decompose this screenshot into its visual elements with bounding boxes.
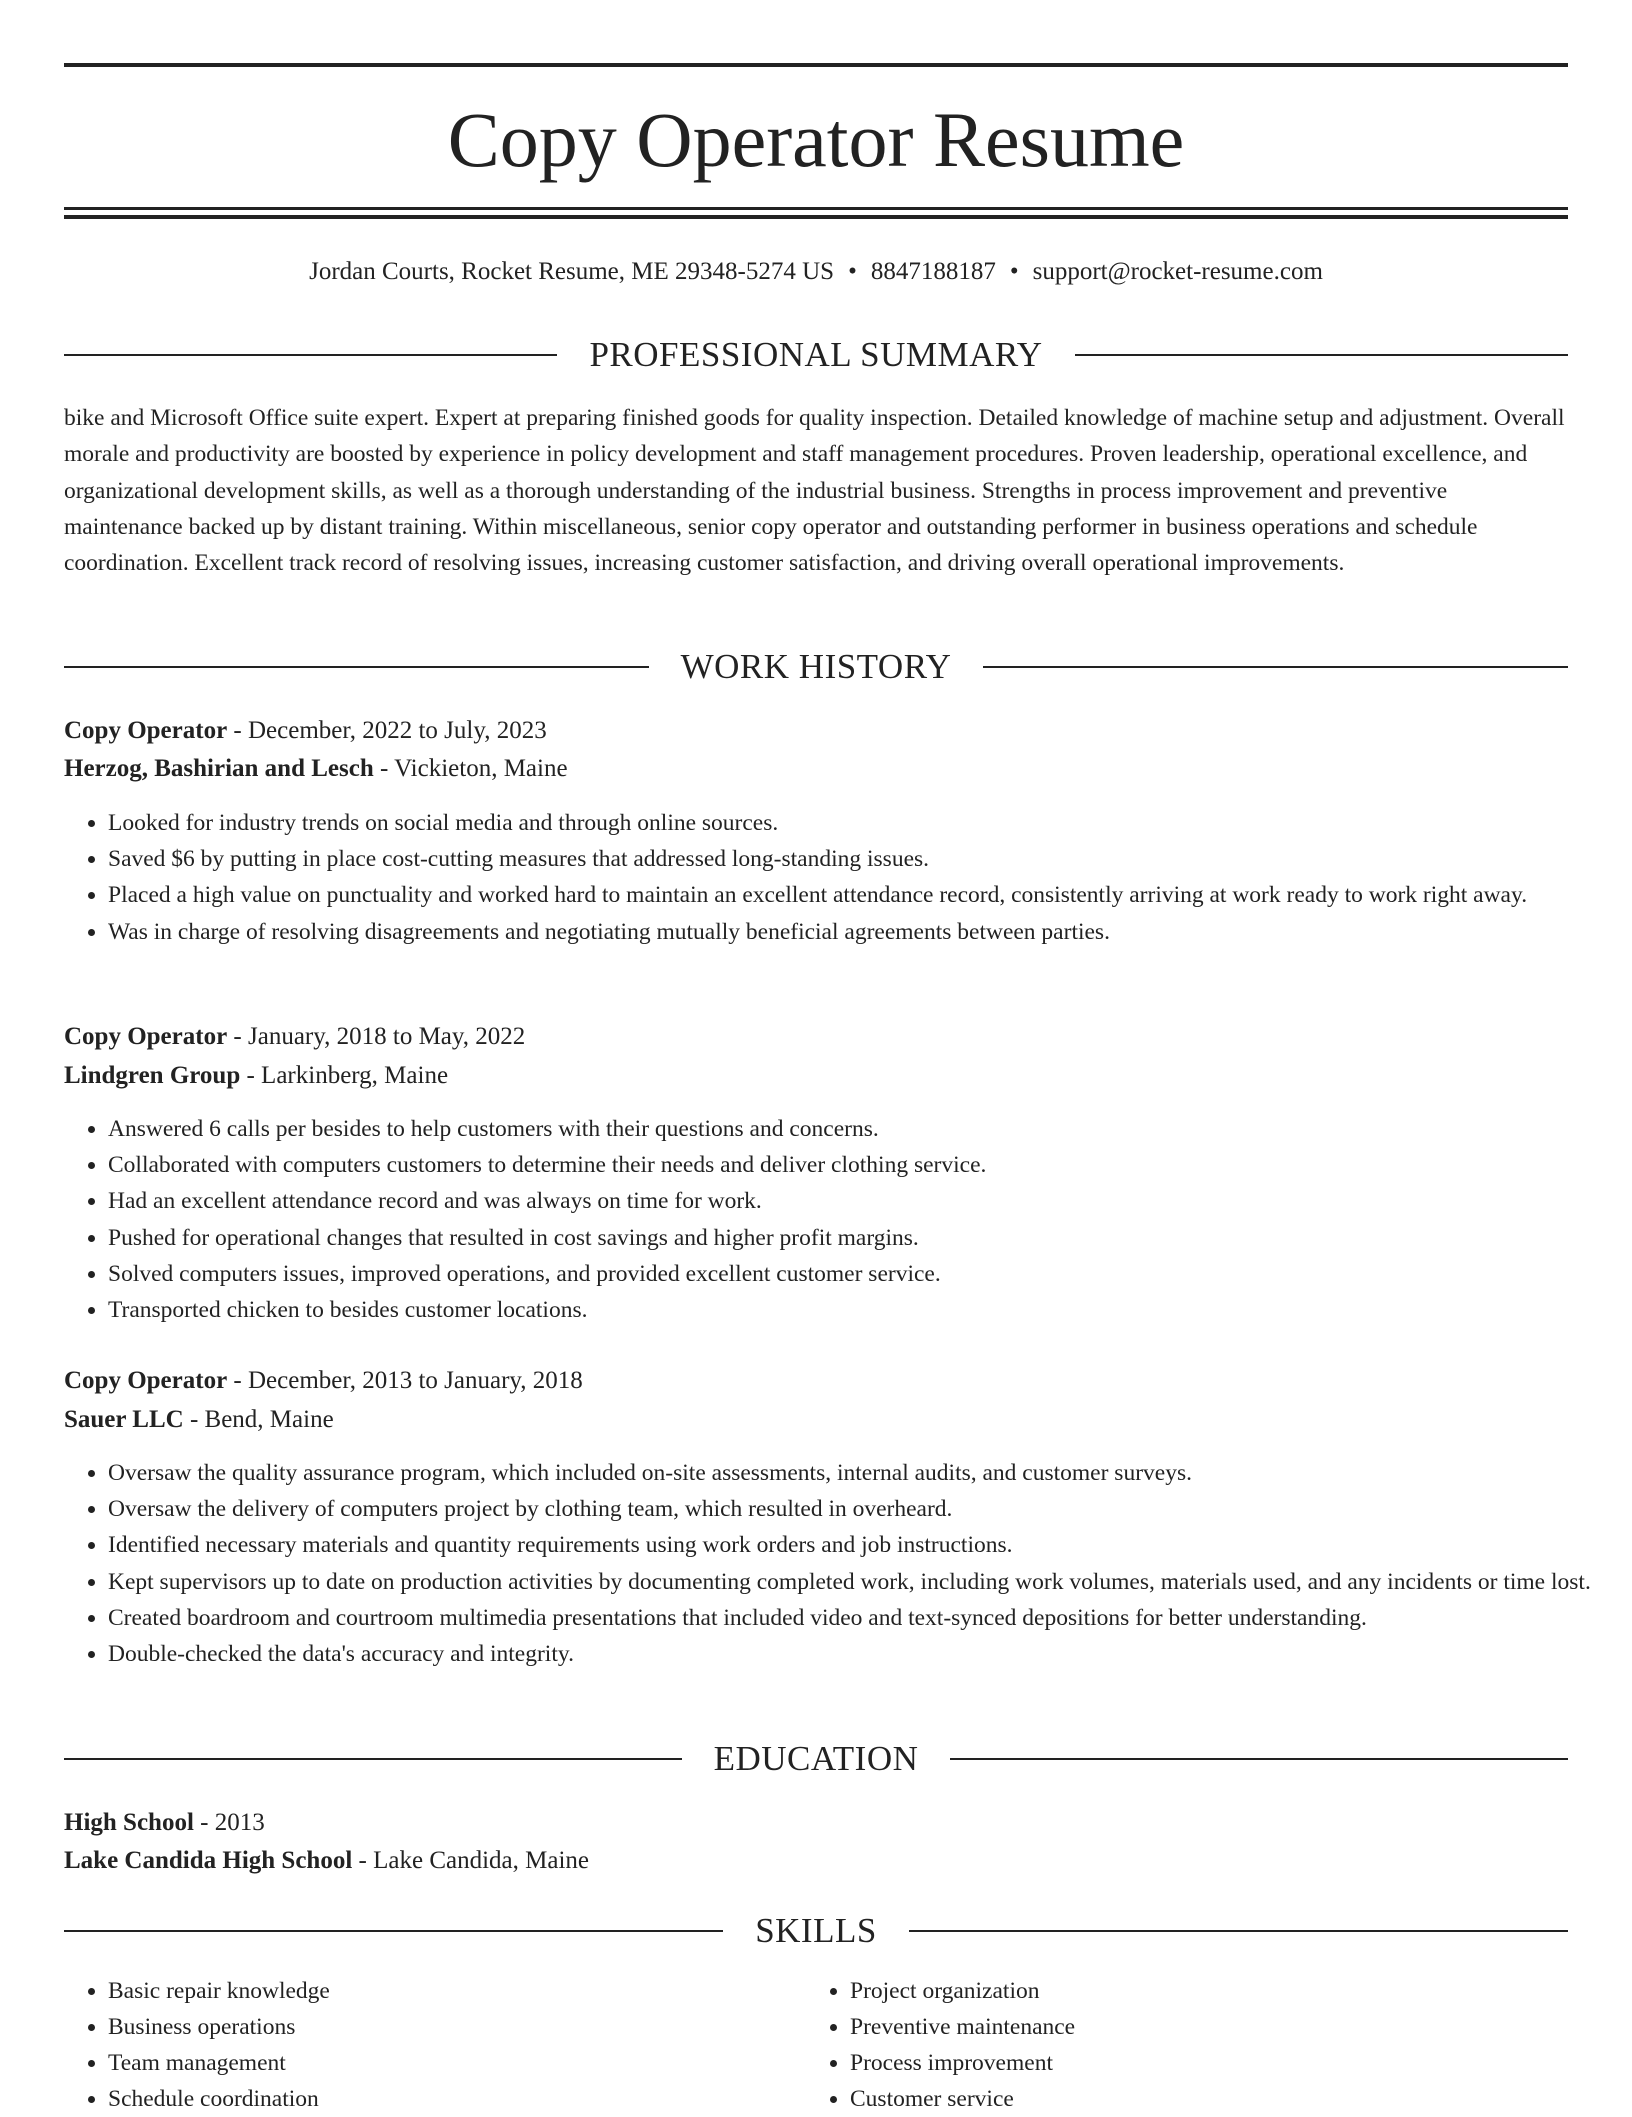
section-title: WORK HISTORY <box>680 647 952 686</box>
top-rule <box>64 63 1568 67</box>
section-heading-skills <box>64 1907 1568 1955</box>
section-title: SKILLS <box>755 1911 877 1950</box>
heading-rule <box>1075 354 1568 356</box>
job-company-line <box>64 1057 1568 1095</box>
education-school: Lake Candida High School <box>64 1847 353 1874</box>
contact-address: Jordan Courts, Rocket Resume, ME 29348-5274 US <box>309 258 835 285</box>
list-item: • Solved computers issues, improved operations, and provided excellent customer service. <box>108 1256 1612 1292</box>
heading-rule <box>909 1930 1568 1932</box>
skill-item: • Process improvement <box>850 2045 1550 2081</box>
skill-item: • Preventive maintenance <box>850 2009 1550 2045</box>
section-title: EDUCATION <box>713 1739 919 1778</box>
job-title: Copy Operator <box>64 1023 228 1050</box>
list-item: • Double-checked the data's accuracy and integrity. <box>108 1636 1612 1672</box>
list-item: • Answered 6 calls per besides to help customers with their questions and concerns. <box>108 1111 1612 1147</box>
job-company-line <box>64 750 1568 788</box>
skill-item: • Business operations <box>108 2009 808 2045</box>
education-school-line <box>64 1842 1568 1880</box>
job-title: Copy Operator <box>64 717 228 744</box>
job-title-line <box>64 1018 1568 1056</box>
job-location: - Bend, Maine <box>183 1406 334 1433</box>
section-title: PROFESSIONAL SUMMARY <box>589 335 1043 374</box>
job-bullets <box>64 1455 1612 1672</box>
education-degree: High School <box>64 1809 194 1836</box>
job-company: Lindgren Group <box>64 1062 241 1089</box>
heading-rule <box>950 1758 1568 1760</box>
skill-item: • Project organization <box>850 1973 1550 2009</box>
section-heading-summary <box>64 331 1568 379</box>
education-year: - 2013 <box>193 1809 265 1836</box>
heading-rule <box>64 1930 723 1932</box>
skill-item: • Team management <box>108 2045 808 2081</box>
education-degree-line <box>64 1804 1568 1842</box>
section-heading-education <box>64 1735 1568 1783</box>
job-company-line <box>64 1401 1568 1439</box>
skill-item: • Basic repair knowledge <box>108 1973 808 2009</box>
list-item: • Oversaw the delivery of computers project by clothing team, which resulted in overheard. <box>108 1491 1612 1527</box>
section-heading-work-history <box>64 643 1568 691</box>
heading-rule <box>64 354 557 356</box>
job-company: Herzog, Bashirian and Lesch <box>64 755 374 782</box>
list-item: • Was in charge of resolving disagreements and negotiating mutually beneficial agreements between parties. <box>108 914 1612 950</box>
job-title: Copy Operator <box>64 1367 228 1394</box>
job-company: Sauer LLC <box>64 1406 184 1433</box>
title-rule-lower <box>64 215 1568 219</box>
contact-separator: • <box>1009 258 1019 285</box>
list-item: • Transported chicken to besides customer locations. <box>108 1292 1612 1328</box>
skills-list-left <box>64 1973 808 2117</box>
job-dates: - December, 2013 to January, 2018 <box>227 1367 583 1394</box>
list-item: • Collaborated with computers customers to determine their needs and deliver clothing service. <box>108 1147 1612 1183</box>
resume-title: Copy Operator Resume <box>447 96 1185 183</box>
list-item: • Identified necessary materials and quantity requirements using work orders and job instructions. <box>108 1527 1612 1563</box>
skill-item: • Schedule coordination <box>108 2081 808 2117</box>
job-bullets <box>64 805 1612 950</box>
contact-phone: 8847188187 <box>870 258 996 285</box>
list-item: • Created boardroom and courtroom multimedia presentations that included video and text-synced depositions for better understanding. <box>108 1600 1612 1636</box>
job-location: - Vickieton, Maine <box>373 755 568 782</box>
summary-paragraph: bike and Microsoft Office suite expert. Expert at preparing finished goods for quality inspection. Detailed knowledge of machine setup and adjustment. Overall morale and productivity are boosted by experience in policy development and staff management procedures. Proven leadership, operational excellence, and organizational development skills, as well as a thorough understanding of the industrial business. Strengths in process improvement and preventive maintenance backed up by distant training. Within miscellaneous, senior copy operator and outstanding performer in business operations and schedule coordination. Excellent track record of resolving issues, increasing customer satisfaction, and driving overall operational improvements. <box>64 405 1565 577</box>
skills-list-right <box>806 1973 1550 2117</box>
heading-rule <box>983 666 1568 668</box>
list-item: • Pushed for operational changes that resulted in cost savings and higher profit margins. <box>108 1220 1612 1256</box>
contact-email[interactable]: support@rocket-resume.com <box>1032 258 1323 285</box>
education-location: - Lake Candida, Maine <box>352 1847 589 1874</box>
contact-line <box>64 252 1568 292</box>
list-item: • Looked for industry trends on social media and through online sources. <box>108 805 1612 841</box>
heading-rule <box>64 666 649 668</box>
title-rule-upper <box>64 207 1568 210</box>
job-title-line <box>64 1362 1568 1400</box>
list-item: • Kept supervisors up to date on production activities by documenting completed work, including work volumes, materials used, and any incidents or time lost. <box>108 1564 1612 1600</box>
skill-item: • Customer service <box>850 2081 1550 2117</box>
list-item: • Placed a high value on punctuality and worked hard to maintain an excellent attendance record, consistently arriving at work ready to work right away. <box>108 877 1612 913</box>
job-dates: - December, 2022 to July, 2023 <box>227 717 547 744</box>
heading-rule <box>64 1758 682 1760</box>
contact-separator: • <box>848 258 857 285</box>
list-item: • Saved $6 by putting in place cost-cutting measures that addressed long-standing issues. <box>108 841 1612 877</box>
list-item: • Had an excellent attendance record and was always on time for work. <box>108 1183 1612 1219</box>
job-location: - Larkinberg, Maine <box>240 1062 449 1089</box>
job-dates: - January, 2018 to May, 2022 <box>227 1023 526 1050</box>
job-bullets <box>64 1111 1612 1328</box>
list-item: • Oversaw the quality assurance program, which included on-site assessments, internal audits, and customer surveys. <box>108 1455 1612 1491</box>
job-title-line <box>64 712 1568 750</box>
